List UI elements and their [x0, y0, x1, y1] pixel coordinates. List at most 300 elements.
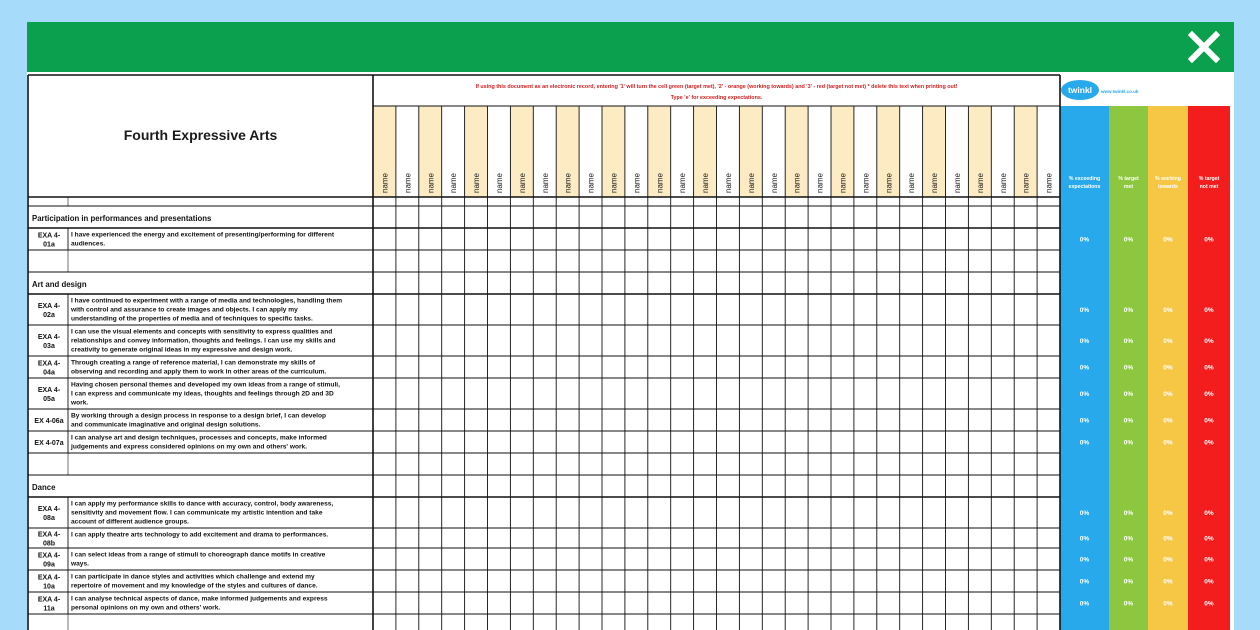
score-cell[interactable]	[511, 571, 533, 592]
score-cell[interactable]	[809, 549, 831, 570]
score-cell[interactable]	[442, 229, 464, 250]
score-cell[interactable]	[694, 593, 716, 614]
score-cell[interactable]	[580, 571, 602, 592]
score-cell[interactable]	[877, 549, 899, 570]
score-cell[interactable]	[1015, 571, 1037, 592]
score-cell[interactable]	[740, 379, 762, 409]
score-cell[interactable]	[465, 229, 487, 250]
score-cell[interactable]	[671, 295, 693, 325]
score-cell[interactable]	[396, 498, 418, 528]
score-cell[interactable]	[763, 549, 785, 570]
score-cell[interactable]	[442, 549, 464, 570]
score-cell[interactable]	[1038, 529, 1060, 548]
score-cell[interactable]	[511, 410, 533, 431]
score-cell[interactable]	[511, 295, 533, 325]
score-cell[interactable]	[969, 357, 991, 378]
score-cell[interactable]	[992, 529, 1014, 548]
score-cell[interactable]	[832, 295, 854, 325]
score-cell[interactable]	[671, 549, 693, 570]
score-cell[interactable]	[786, 529, 808, 548]
close-icon[interactable]	[1188, 31, 1220, 63]
score-cell[interactable]	[374, 549, 396, 570]
score-cell[interactable]	[763, 529, 785, 548]
score-cell[interactable]	[557, 326, 579, 356]
score-cell[interactable]	[854, 571, 876, 592]
score-cell[interactable]	[465, 432, 487, 453]
score-cell[interactable]	[763, 229, 785, 250]
score-cell[interactable]	[969, 379, 991, 409]
score-cell[interactable]	[396, 529, 418, 548]
score-cell[interactable]	[419, 295, 441, 325]
score-cell[interactable]	[1038, 432, 1060, 453]
score-cell[interactable]	[717, 529, 739, 548]
score-cell[interactable]	[900, 410, 922, 431]
score-cell[interactable]	[969, 410, 991, 431]
score-cell[interactable]	[557, 295, 579, 325]
score-cell[interactable]	[603, 295, 625, 325]
score-cell[interactable]	[946, 295, 968, 325]
score-cell[interactable]	[580, 529, 602, 548]
score-cell[interactable]	[534, 357, 556, 378]
score-cell[interactable]	[511, 357, 533, 378]
score-cell[interactable]	[419, 357, 441, 378]
score-cell[interactable]	[442, 432, 464, 453]
score-cell[interactable]	[580, 379, 602, 409]
score-cell[interactable]	[534, 498, 556, 528]
score-cell[interactable]	[374, 529, 396, 548]
score-cell[interactable]	[625, 410, 647, 431]
score-cell[interactable]	[877, 229, 899, 250]
score-cell[interactable]	[740, 529, 762, 548]
score-cell[interactable]	[717, 357, 739, 378]
score-cell[interactable]	[1038, 549, 1060, 570]
score-cell[interactable]	[625, 529, 647, 548]
score-cell[interactable]	[511, 326, 533, 356]
score-cell[interactable]	[625, 593, 647, 614]
score-cell[interactable]	[442, 498, 464, 528]
score-cell[interactable]	[992, 549, 1014, 570]
score-cell[interactable]	[534, 295, 556, 325]
score-cell[interactable]	[717, 326, 739, 356]
score-cell[interactable]	[854, 326, 876, 356]
score-cell[interactable]	[648, 571, 670, 592]
score-cell[interactable]	[740, 571, 762, 592]
score-cell[interactable]	[900, 379, 922, 409]
score-cell[interactable]	[877, 529, 899, 548]
score-cell[interactable]	[603, 229, 625, 250]
score-cell[interactable]	[694, 295, 716, 325]
score-cell[interactable]	[992, 593, 1014, 614]
score-cell[interactable]	[1015, 498, 1037, 528]
score-cell[interactable]	[396, 229, 418, 250]
score-cell[interactable]	[465, 593, 487, 614]
score-cell[interactable]	[854, 410, 876, 431]
score-cell[interactable]	[946, 229, 968, 250]
score-cell[interactable]	[832, 379, 854, 409]
score-cell[interactable]	[946, 529, 968, 548]
score-cell[interactable]	[511, 379, 533, 409]
score-cell[interactable]	[763, 593, 785, 614]
score-cell[interactable]	[763, 410, 785, 431]
score-cell[interactable]	[396, 326, 418, 356]
score-cell[interactable]	[671, 379, 693, 409]
score-cell[interactable]	[488, 326, 510, 356]
score-cell[interactable]	[832, 529, 854, 548]
score-cell[interactable]	[923, 571, 945, 592]
score-cell[interactable]	[740, 498, 762, 528]
score-cell[interactable]	[603, 498, 625, 528]
score-cell[interactable]	[442, 529, 464, 548]
score-cell[interactable]	[580, 498, 602, 528]
score-cell[interactable]	[992, 410, 1014, 431]
score-cell[interactable]	[854, 432, 876, 453]
score-cell[interactable]	[694, 410, 716, 431]
score-cell[interactable]	[442, 295, 464, 325]
score-cell[interactable]	[832, 229, 854, 250]
score-cell[interactable]	[488, 379, 510, 409]
score-cell[interactable]	[671, 410, 693, 431]
score-cell[interactable]	[671, 498, 693, 528]
score-cell[interactable]	[625, 432, 647, 453]
score-cell[interactable]	[671, 357, 693, 378]
score-cell[interactable]	[534, 571, 556, 592]
score-cell[interactable]	[1015, 379, 1037, 409]
score-cell[interactable]	[648, 432, 670, 453]
score-cell[interactable]	[946, 410, 968, 431]
score-cell[interactable]	[580, 229, 602, 250]
score-cell[interactable]	[923, 529, 945, 548]
score-cell[interactable]	[603, 549, 625, 570]
score-cell[interactable]	[786, 357, 808, 378]
score-cell[interactable]	[419, 549, 441, 570]
score-cell[interactable]	[877, 295, 899, 325]
score-cell[interactable]	[603, 593, 625, 614]
score-cell[interactable]	[1038, 379, 1060, 409]
score-cell[interactable]	[648, 326, 670, 356]
score-cell[interactable]	[625, 571, 647, 592]
score-cell[interactable]	[786, 549, 808, 570]
score-cell[interactable]	[763, 379, 785, 409]
score-cell[interactable]	[717, 593, 739, 614]
score-cell[interactable]	[900, 229, 922, 250]
score-cell[interactable]	[648, 357, 670, 378]
score-cell[interactable]	[786, 410, 808, 431]
score-cell[interactable]	[717, 379, 739, 409]
score-cell[interactable]	[969, 229, 991, 250]
score-cell[interactable]	[809, 498, 831, 528]
score-cell[interactable]	[396, 593, 418, 614]
score-cell[interactable]	[465, 549, 487, 570]
score-cell[interactable]	[832, 410, 854, 431]
score-cell[interactable]	[511, 593, 533, 614]
score-cell[interactable]	[832, 357, 854, 378]
score-cell[interactable]	[625, 549, 647, 570]
score-cell[interactable]	[534, 593, 556, 614]
score-cell[interactable]	[763, 357, 785, 378]
score-cell[interactable]	[832, 571, 854, 592]
score-cell[interactable]	[877, 593, 899, 614]
score-cell[interactable]	[1038, 229, 1060, 250]
score-cell[interactable]	[534, 549, 556, 570]
score-cell[interactable]	[923, 295, 945, 325]
score-cell[interactable]	[625, 357, 647, 378]
score-cell[interactable]	[786, 571, 808, 592]
score-cell[interactable]	[603, 410, 625, 431]
score-cell[interactable]	[1015, 326, 1037, 356]
score-cell[interactable]	[809, 529, 831, 548]
score-cell[interactable]	[923, 379, 945, 409]
score-cell[interactable]	[648, 229, 670, 250]
score-cell[interactable]	[877, 410, 899, 431]
score-cell[interactable]	[648, 379, 670, 409]
score-cell[interactable]	[1038, 410, 1060, 431]
score-cell[interactable]	[992, 379, 1014, 409]
score-cell[interactable]	[1038, 498, 1060, 528]
score-cell[interactable]	[557, 498, 579, 528]
score-cell[interactable]	[763, 295, 785, 325]
score-cell[interactable]	[923, 357, 945, 378]
score-cell[interactable]	[374, 571, 396, 592]
score-cell[interactable]	[694, 357, 716, 378]
score-cell[interactable]	[534, 326, 556, 356]
score-cell[interactable]	[923, 498, 945, 528]
score-cell[interactable]	[694, 229, 716, 250]
score-cell[interactable]	[740, 410, 762, 431]
score-cell[interactable]	[854, 529, 876, 548]
score-cell[interactable]	[580, 410, 602, 431]
score-cell[interactable]	[1015, 295, 1037, 325]
score-cell[interactable]	[969, 529, 991, 548]
score-cell[interactable]	[465, 571, 487, 592]
score-cell[interactable]	[854, 295, 876, 325]
score-cell[interactable]	[557, 379, 579, 409]
score-cell[interactable]	[992, 571, 1014, 592]
score-cell[interactable]	[832, 549, 854, 570]
score-cell[interactable]	[465, 529, 487, 548]
score-cell[interactable]	[396, 295, 418, 325]
score-cell[interactable]	[1038, 326, 1060, 356]
score-cell[interactable]	[763, 432, 785, 453]
score-cell[interactable]	[625, 498, 647, 528]
score-cell[interactable]	[877, 498, 899, 528]
score-cell[interactable]	[534, 529, 556, 548]
score-cell[interactable]	[580, 326, 602, 356]
score-cell[interactable]	[419, 529, 441, 548]
score-cell[interactable]	[488, 529, 510, 548]
score-cell[interactable]	[625, 379, 647, 409]
score-cell[interactable]	[763, 498, 785, 528]
score-cell[interactable]	[648, 498, 670, 528]
score-cell[interactable]	[488, 498, 510, 528]
score-cell[interactable]	[717, 549, 739, 570]
score-cell[interactable]	[442, 571, 464, 592]
score-cell[interactable]	[396, 357, 418, 378]
score-cell[interactable]	[580, 549, 602, 570]
score-cell[interactable]	[877, 571, 899, 592]
score-cell[interactable]	[603, 357, 625, 378]
score-cell[interactable]	[557, 549, 579, 570]
score-cell[interactable]	[900, 432, 922, 453]
score-cell[interactable]	[557, 571, 579, 592]
score-cell[interactable]	[763, 571, 785, 592]
score-cell[interactable]	[786, 593, 808, 614]
score-cell[interactable]	[1015, 549, 1037, 570]
score-cell[interactable]	[717, 498, 739, 528]
score-cell[interactable]	[740, 549, 762, 570]
score-cell[interactable]	[419, 571, 441, 592]
score-cell[interactable]	[854, 357, 876, 378]
score-cell[interactable]	[648, 295, 670, 325]
score-cell[interactable]	[809, 593, 831, 614]
score-cell[interactable]	[396, 379, 418, 409]
score-cell[interactable]	[648, 529, 670, 548]
score-cell[interactable]	[1015, 529, 1037, 548]
score-cell[interactable]	[809, 295, 831, 325]
score-cell[interactable]	[488, 593, 510, 614]
score-cell[interactable]	[419, 379, 441, 409]
score-cell[interactable]	[900, 529, 922, 548]
score-cell[interactable]	[603, 571, 625, 592]
score-cell[interactable]	[809, 571, 831, 592]
score-cell[interactable]	[809, 357, 831, 378]
score-cell[interactable]	[786, 379, 808, 409]
score-cell[interactable]	[740, 357, 762, 378]
score-cell[interactable]	[580, 432, 602, 453]
score-cell[interactable]	[442, 379, 464, 409]
score-cell[interactable]	[419, 593, 441, 614]
score-cell[interactable]	[1015, 357, 1037, 378]
score-cell[interactable]	[465, 295, 487, 325]
score-cell[interactable]	[740, 326, 762, 356]
score-cell[interactable]	[557, 432, 579, 453]
score-cell[interactable]	[671, 593, 693, 614]
score-cell[interactable]	[534, 432, 556, 453]
score-cell[interactable]	[854, 549, 876, 570]
score-cell[interactable]	[832, 326, 854, 356]
score-cell[interactable]	[442, 593, 464, 614]
score-cell[interactable]	[648, 549, 670, 570]
score-cell[interactable]	[534, 229, 556, 250]
score-cell[interactable]	[969, 549, 991, 570]
score-cell[interactable]	[969, 326, 991, 356]
score-cell[interactable]	[717, 571, 739, 592]
score-cell[interactable]	[374, 498, 396, 528]
score-cell[interactable]	[488, 549, 510, 570]
score-cell[interactable]	[1038, 295, 1060, 325]
score-cell[interactable]	[374, 410, 396, 431]
score-cell[interactable]	[717, 410, 739, 431]
score-cell[interactable]	[877, 432, 899, 453]
score-cell[interactable]	[603, 432, 625, 453]
score-cell[interactable]	[740, 593, 762, 614]
score-cell[interactable]	[465, 326, 487, 356]
score-cell[interactable]	[1038, 593, 1060, 614]
score-cell[interactable]	[900, 593, 922, 614]
score-cell[interactable]	[442, 357, 464, 378]
score-cell[interactable]	[694, 571, 716, 592]
score-cell[interactable]	[694, 549, 716, 570]
score-cell[interactable]	[603, 529, 625, 548]
score-cell[interactable]	[465, 410, 487, 431]
score-cell[interactable]	[900, 295, 922, 325]
score-cell[interactable]	[854, 593, 876, 614]
score-cell[interactable]	[534, 410, 556, 431]
score-cell[interactable]	[992, 498, 1014, 528]
score-cell[interactable]	[488, 357, 510, 378]
score-cell[interactable]	[557, 229, 579, 250]
score-cell[interactable]	[374, 326, 396, 356]
score-cell[interactable]	[671, 529, 693, 548]
score-cell[interactable]	[969, 295, 991, 325]
score-cell[interactable]	[557, 529, 579, 548]
score-cell[interactable]	[992, 357, 1014, 378]
score-cell[interactable]	[809, 326, 831, 356]
score-cell[interactable]	[419, 410, 441, 431]
score-cell[interactable]	[671, 571, 693, 592]
score-cell[interactable]	[374, 229, 396, 250]
score-cell[interactable]	[534, 379, 556, 409]
score-cell[interactable]	[419, 432, 441, 453]
score-cell[interactable]	[786, 432, 808, 453]
score-cell[interactable]	[580, 357, 602, 378]
score-cell[interactable]	[396, 571, 418, 592]
score-cell[interactable]	[877, 357, 899, 378]
score-cell[interactable]	[786, 498, 808, 528]
score-cell[interactable]	[946, 593, 968, 614]
score-cell[interactable]	[580, 593, 602, 614]
score-cell[interactable]	[465, 357, 487, 378]
score-cell[interactable]	[946, 549, 968, 570]
score-cell[interactable]	[488, 410, 510, 431]
score-cell[interactable]	[832, 593, 854, 614]
score-cell[interactable]	[832, 498, 854, 528]
score-cell[interactable]	[900, 357, 922, 378]
score-cell[interactable]	[442, 410, 464, 431]
score-cell[interactable]	[900, 571, 922, 592]
score-cell[interactable]	[580, 295, 602, 325]
score-cell[interactable]	[625, 326, 647, 356]
score-cell[interactable]	[603, 326, 625, 356]
score-cell[interactable]	[465, 498, 487, 528]
score-cell[interactable]	[809, 379, 831, 409]
score-cell[interactable]	[969, 571, 991, 592]
score-cell[interactable]	[1015, 410, 1037, 431]
score-cell[interactable]	[854, 498, 876, 528]
score-cell[interactable]	[923, 549, 945, 570]
score-cell[interactable]	[992, 432, 1014, 453]
score-cell[interactable]	[694, 326, 716, 356]
score-cell[interactable]	[648, 410, 670, 431]
score-cell[interactable]	[1038, 357, 1060, 378]
score-cell[interactable]	[877, 379, 899, 409]
score-cell[interactable]	[900, 498, 922, 528]
score-cell[interactable]	[786, 229, 808, 250]
score-cell[interactable]	[877, 326, 899, 356]
score-cell[interactable]	[625, 295, 647, 325]
score-cell[interactable]	[374, 295, 396, 325]
score-cell[interactable]	[740, 295, 762, 325]
score-cell[interactable]	[900, 326, 922, 356]
score-cell[interactable]	[396, 432, 418, 453]
score-cell[interactable]	[946, 498, 968, 528]
score-cell[interactable]	[923, 229, 945, 250]
score-cell[interactable]	[488, 295, 510, 325]
score-cell[interactable]	[511, 498, 533, 528]
score-cell[interactable]	[488, 432, 510, 453]
score-cell[interactable]	[603, 379, 625, 409]
score-cell[interactable]	[488, 229, 510, 250]
score-cell[interactable]	[969, 593, 991, 614]
